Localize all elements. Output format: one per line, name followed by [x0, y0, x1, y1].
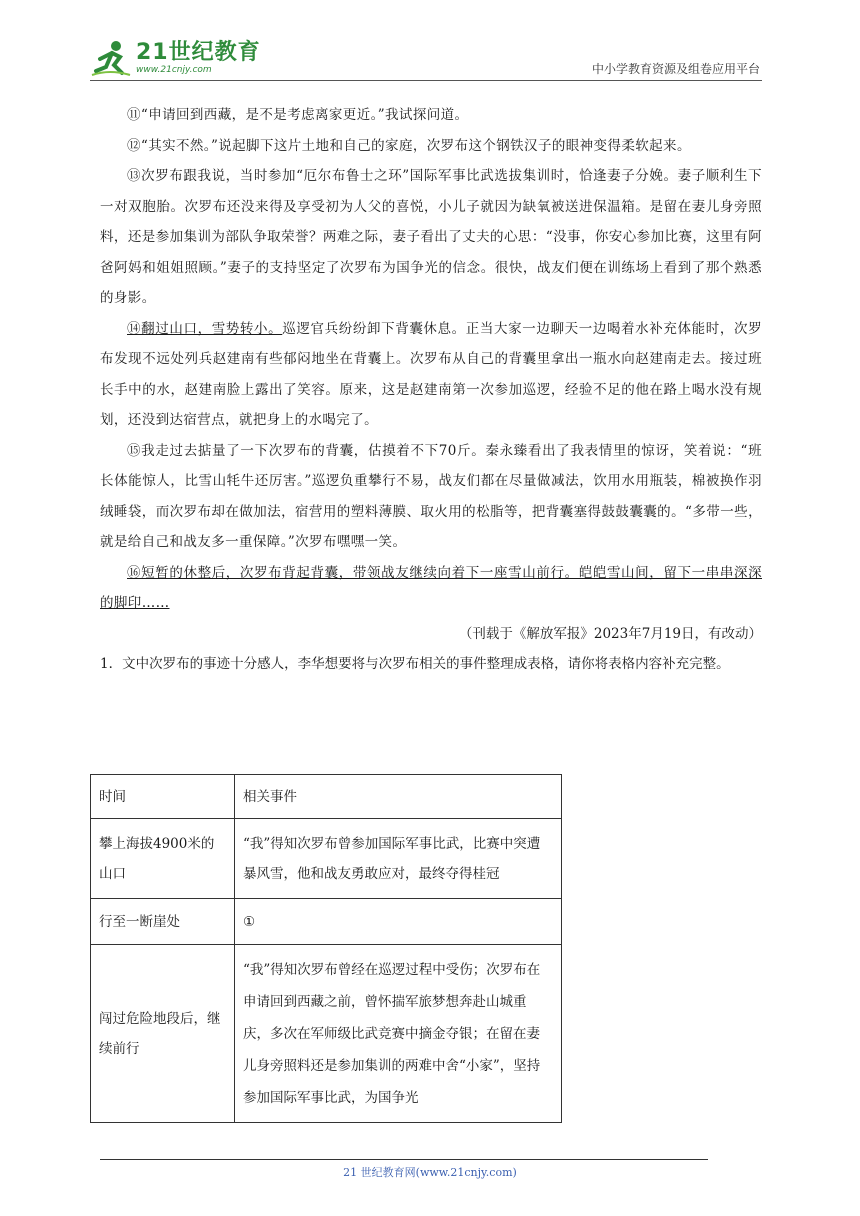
paragraph-15: ⑮我走过去掂量了一下次罗布的背囊，估摸着不下70斤。秦永臻看出了我表情里的惊讶，笑着说：“班长体能惊人，比雪山牦牛还厉害。”巡逻负重攀行不易，战友们都在尽量做减法，饮用水用瓶装，棉被换作羽绒睡袋，而次罗布却在做加法，宿营用的塑料薄膜、取火用的松脂等，把背囊塞得鼓鼓囊囊的。“多带一些，就是给自己和战友多一重保障。”次罗布嘿嘿一笑。 — [100, 442, 762, 550]
runner-logo-icon — [90, 39, 132, 77]
paragraph-16 — [100, 558, 762, 619]
footer-divider — [100, 1159, 708, 1160]
question-1: 1．文中次罗布的事迹十分感人，李华想要将与次罗布相关的事件整理成表格，请你将表格内容补充完整。 — [100, 655, 730, 672]
header-divider — [90, 80, 762, 81]
logo — [90, 38, 261, 78]
logo-title: 21世纪教育 — [136, 39, 261, 65]
table-row — [91, 899, 562, 945]
article-source: （刊载于《解放军报》2023年7月19日，有改动） — [458, 625, 762, 642]
table-cell-time: 攀上海拔4900米的山口 — [91, 819, 235, 899]
logo-url: www.21cnjy.com — [136, 64, 212, 75]
table-cell-time: 行至一断崖处 — [91, 899, 235, 945]
paragraph-13: ⑬次罗布跟我说，当时参加“厄尔布鲁士之环”国际军事比武选拔集训时，恰逢妻子分娩。妻子顺利生下一对双胞胎。次罗布还没来得及享受初为人父的喜悦，小儿子就因为缺氧被送进保温箱。是留在妻儿身旁照料，还是参加集训为部队争取荣誉？两难之际，妻子看出了丈夫的心思：“没事，你安心参加比赛，这里有阿爸阿妈和姐姐照顾。”妻子的支持坚定了次罗布为国争光的信念。很快，战友们便在训练场上看到了那个熟悉的身影。 — [100, 168, 762, 306]
paragraph-14-underlined: ⑭翻过山口，雪势转小。 — [127, 320, 283, 337]
page-header — [90, 38, 760, 80]
table-row — [91, 945, 562, 1123]
paragraph-14 — [100, 314, 762, 436]
table-header-row — [91, 775, 562, 819]
table-cell-event: “我”得知次罗布曾经在巡逻过程中受伤；次罗布在申请回到西藏之前，曾怀揣军旅梦想奔赴山城重庆，多次在军师级比武竞赛中摘金夺银；在留在妻儿身旁照料还是参加集训的两难中舍“小家”，坚持参加国际军事比武，为国争光 — [235, 945, 562, 1123]
table-cell-answer-blank: ① — [235, 899, 562, 945]
platform-name: 中小学教育资源及组卷应用平台 — [591, 62, 760, 76]
paragraph-14-rest: 巡逻官兵纷纷卸下背囊休息。正当大家一边聊天一边喝着水补充体能时，次罗布发现不远处列兵赵建南有些郁闷地坐在背囊上。次罗布从自己的背囊里拿出一瓶水向赵建南走去。接过班长手中的水，赵建南脸上露出了笑容。原来，这是赵建南第一次参加巡逻，经验不足的他在路上喝水没有规划，还没到达宿营点，就把身上的水喝完了。 — [100, 320, 762, 428]
article-body — [100, 100, 762, 679]
paragraph-16-underlined: ⑯短暂的休整后，次罗布背起背囊，带领战友继续向着下一座雪山前行。皑皑雪山间，留下一串串深深的脚印…… — [100, 564, 762, 611]
table-row — [91, 819, 562, 899]
events-table — [90, 774, 562, 1123]
paragraph-12: ⑫“其实不然。”说起脚下这片土地和自己的家庭，次罗布这个钢铁汉子的眼神变得柔软起来。 — [127, 137, 691, 154]
table-cell-event: “我”得知次罗布曾参加国际军事比武，比赛中突遭暴风雪，他和战友勇敢应对，最终夺得桂冠 — [235, 819, 562, 899]
table-header-cell: 时间 — [91, 775, 235, 819]
table-cell-time: 闯过危险地段后，继续前行 — [91, 945, 235, 1123]
page-footer: 21 世纪教育网(www.21cnjy.com) — [343, 1166, 517, 1179]
table-header-cell: 相关事件 — [235, 775, 562, 819]
paragraph-11: ⑪“申请回到西藏，是不是考虑离家更近。”我试探问道。 — [127, 107, 469, 123]
